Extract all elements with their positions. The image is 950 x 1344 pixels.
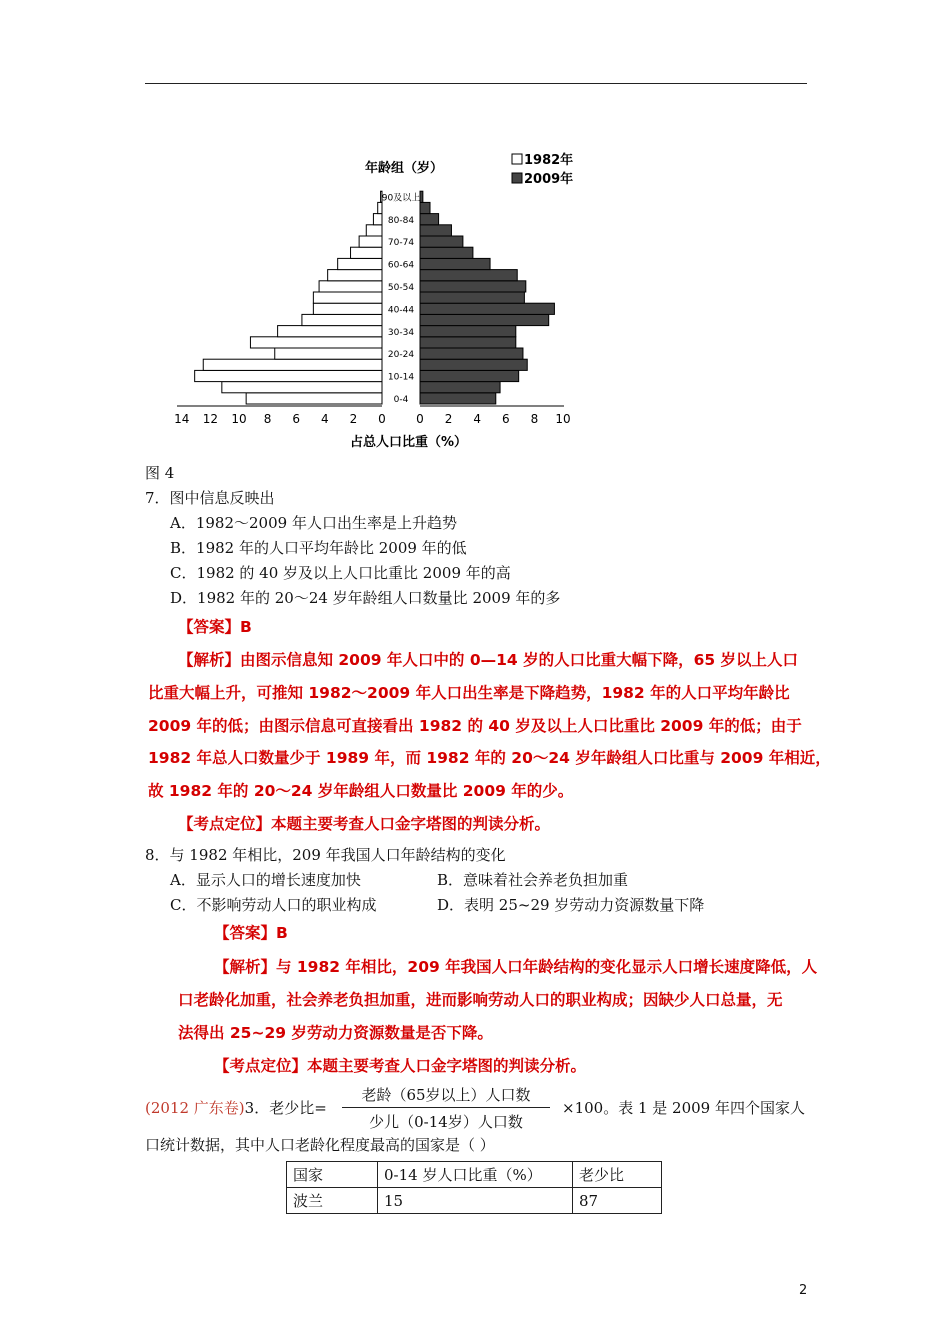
bar-2009 bbox=[420, 236, 463, 247]
x-tick-label: 6 bbox=[292, 412, 301, 426]
x-tick-label: 2 bbox=[349, 412, 358, 426]
age-group-label: 80-84 bbox=[387, 215, 415, 226]
q8-option-c: C．不影响劳动人口的职业构成 bbox=[170, 896, 377, 914]
bar-2009 bbox=[420, 314, 549, 325]
table-cell: 波兰 bbox=[287, 1188, 378, 1214]
fraction-numerator: 老龄（65岁以上）人口数 bbox=[342, 1084, 550, 1108]
legend-swatch-1982 bbox=[512, 154, 522, 164]
age-group-label: 10-14 bbox=[387, 372, 415, 383]
chart-legend bbox=[512, 152, 573, 187]
bar-1982 bbox=[246, 393, 382, 404]
bar-2009 bbox=[420, 247, 473, 258]
bar-1982 bbox=[378, 202, 382, 213]
bar-2009 bbox=[420, 326, 516, 337]
bar-1982 bbox=[373, 214, 382, 225]
q7-option-a: A．1982～2009 年人口出生率是上升趋势 bbox=[170, 514, 457, 532]
x-tick-label: 14 bbox=[174, 412, 190, 426]
bar-2009 bbox=[420, 191, 423, 202]
bar-1982 bbox=[195, 370, 382, 381]
table-header-cell: 国家 bbox=[287, 1162, 378, 1188]
x-tick-label: 4 bbox=[320, 412, 329, 426]
page-number: 2 bbox=[799, 1283, 808, 1298]
old-young-ratio-fraction bbox=[342, 1084, 550, 1132]
age-group-label: 20-24 bbox=[387, 350, 415, 361]
chart-title: 年龄组（岁） bbox=[365, 161, 444, 176]
bar-2009 bbox=[420, 202, 430, 213]
bar-1982 bbox=[313, 303, 382, 314]
table-cell: 15 bbox=[378, 1188, 573, 1214]
question-3-stem bbox=[145, 1098, 327, 1118]
table-cell: 87 bbox=[573, 1188, 662, 1214]
q3-source: (2012 广东卷) bbox=[145, 1099, 245, 1117]
x-tick-label: 6 bbox=[501, 412, 510, 426]
x-axis-label: 占总人口比重（%） bbox=[350, 435, 468, 450]
table-row bbox=[287, 1188, 662, 1214]
bar-1982 bbox=[338, 258, 382, 269]
x-tick-label: 8 bbox=[263, 412, 272, 426]
q8-option-d: D．表明 25~29 岁劳动力资源数量下降 bbox=[437, 896, 705, 914]
table-header-cell: 老少比 bbox=[573, 1162, 662, 1188]
bar-1982 bbox=[275, 348, 382, 359]
population-pyramid-chart bbox=[160, 148, 600, 453]
bar-2009 bbox=[420, 270, 517, 281]
header-rule bbox=[145, 83, 807, 84]
bar-1982 bbox=[319, 281, 382, 292]
age-group-label: 70-74 bbox=[387, 238, 415, 249]
fraction-denominator: 少儿（0-14岁）人口数 bbox=[369, 1113, 523, 1131]
q7-explanation-4: 1982 年总人口数量少于 1989 年，而 1982 年的 20～24 岁年龄组人口比重与 2009 年相近， bbox=[148, 749, 831, 767]
q8-knowledge-point: 【考点定位】本题主要考查人口金字塔图的判读分析。 bbox=[214, 1057, 587, 1075]
bar-2009 bbox=[420, 292, 524, 303]
bar-2009 bbox=[420, 214, 439, 225]
q7-option-c: C．1982 的 40 岁及以上人口比重比 2009 年的高 bbox=[170, 564, 511, 582]
q7-knowledge-point: 【考点定位】本题主要考查人口金字塔图的判读分析。 bbox=[178, 815, 551, 833]
age-group-label: 30-34 bbox=[387, 327, 415, 338]
q3-prefix: 3．老少比= bbox=[244, 1099, 327, 1117]
q7-explanation-5: 故 1982 年的 20～24 岁年龄组人口数量比 2009 年的少。 bbox=[148, 782, 574, 800]
bar-2009 bbox=[420, 258, 490, 269]
q8-option-b: B．意味着社会养老负担加重 bbox=[437, 871, 629, 889]
bar-2009 bbox=[420, 359, 527, 370]
question-8: 8．与 1982 年相比，209 年我国人口年龄结构的变化 bbox=[145, 846, 506, 864]
population-table bbox=[286, 1161, 662, 1214]
table-header-row bbox=[287, 1162, 662, 1188]
q7-explanation-2: 比重大幅上升，可推知 1982～2009 年人口出生率是下降趋势，1982 年的人口平均年龄比 bbox=[148, 684, 790, 702]
q8-explanation-3: 法得出 25~29 岁劳动力资源数量是否下降。 bbox=[178, 1024, 493, 1042]
bar-1982 bbox=[359, 236, 382, 247]
bar-2009 bbox=[420, 225, 451, 236]
bar-1982 bbox=[222, 382, 382, 393]
x-tick-label: 10 bbox=[231, 412, 247, 426]
bar-2009 bbox=[420, 348, 523, 359]
x-tick-label: 2 bbox=[444, 412, 453, 426]
x-tick-label: 12 bbox=[202, 412, 219, 426]
bar-1982 bbox=[313, 292, 382, 303]
bar-2009 bbox=[420, 337, 516, 348]
bar-1982 bbox=[351, 247, 382, 258]
age-group-label: 90及以上 bbox=[381, 193, 421, 204]
bar-1982 bbox=[328, 270, 382, 281]
figure-caption: 图 4 bbox=[145, 464, 175, 482]
bar-1982 bbox=[203, 359, 382, 370]
x-tick-label: 0 bbox=[378, 412, 386, 426]
age-group-label: 50-54 bbox=[387, 283, 415, 293]
table-header-cell: 0-14 岁人口比重（%） bbox=[378, 1162, 573, 1188]
age-group-label: 40-44 bbox=[387, 305, 415, 316]
legend-label-2009: 2009年 bbox=[524, 172, 574, 187]
question-7: 7．图中信息反映出 bbox=[145, 489, 275, 507]
q8-explanation-2: 口老龄化加重，社会养老负担加重，进而影响劳动人口的职业构成；因缺少人口总量，无 bbox=[178, 991, 783, 1009]
bar-2009 bbox=[420, 303, 554, 314]
q7-option-b: B．1982 年的人口平均年龄比 2009 年的低 bbox=[170, 539, 467, 557]
bar-1982 bbox=[302, 314, 382, 325]
q7-option-d: D．1982 年的 20～24 岁年龄组人口数量比 2009 年的多 bbox=[170, 589, 561, 607]
legend-swatch-2009 bbox=[512, 173, 522, 183]
bar-2009 bbox=[420, 382, 500, 393]
q7-explanation-1: 【解析】由图示信息知 2009 年人口中的 0—14 岁的人口比重大幅下降，65 岁以上人口 bbox=[178, 651, 799, 669]
bar-2009 bbox=[420, 393, 496, 404]
q8-explanation-1: 【解析】与 1982 年相比，209 年我国人口年龄结构的变化显示人口增长速度降低，人 bbox=[214, 958, 818, 976]
x-tick-label: 8 bbox=[530, 412, 539, 426]
q3-suffix: ×100。表 1 是 2009 年四个国家人 bbox=[562, 1099, 805, 1117]
legend-label-1982: 1982年 bbox=[524, 153, 574, 168]
bar-2009 bbox=[420, 281, 526, 292]
bar-2009 bbox=[420, 370, 519, 381]
bar-1982 bbox=[250, 337, 382, 348]
bar-1982 bbox=[366, 225, 382, 236]
age-group-label: 0-4 bbox=[393, 395, 409, 405]
q3-line-2: 口统计数据，其中人口老龄化程度最高的国家是（ ） bbox=[145, 1136, 495, 1154]
q7-explanation-3: 2009 年的低；由图示信息可直接看出 1982 的 40 岁及以上人口比重比 2009 年的低；由于 bbox=[148, 717, 802, 735]
bar-1982 bbox=[278, 326, 382, 337]
x-tick-label: 10 bbox=[555, 412, 571, 426]
x-tick-label: 4 bbox=[473, 412, 482, 426]
age-group-label: 60-64 bbox=[387, 260, 415, 271]
x-tick-label: 0 bbox=[416, 412, 424, 426]
q8-option-a: A．显示人口的增长速度加快 bbox=[170, 871, 361, 889]
q8-answer: 【答案】B bbox=[214, 924, 288, 942]
q7-answer: 【答案】B bbox=[178, 618, 252, 636]
